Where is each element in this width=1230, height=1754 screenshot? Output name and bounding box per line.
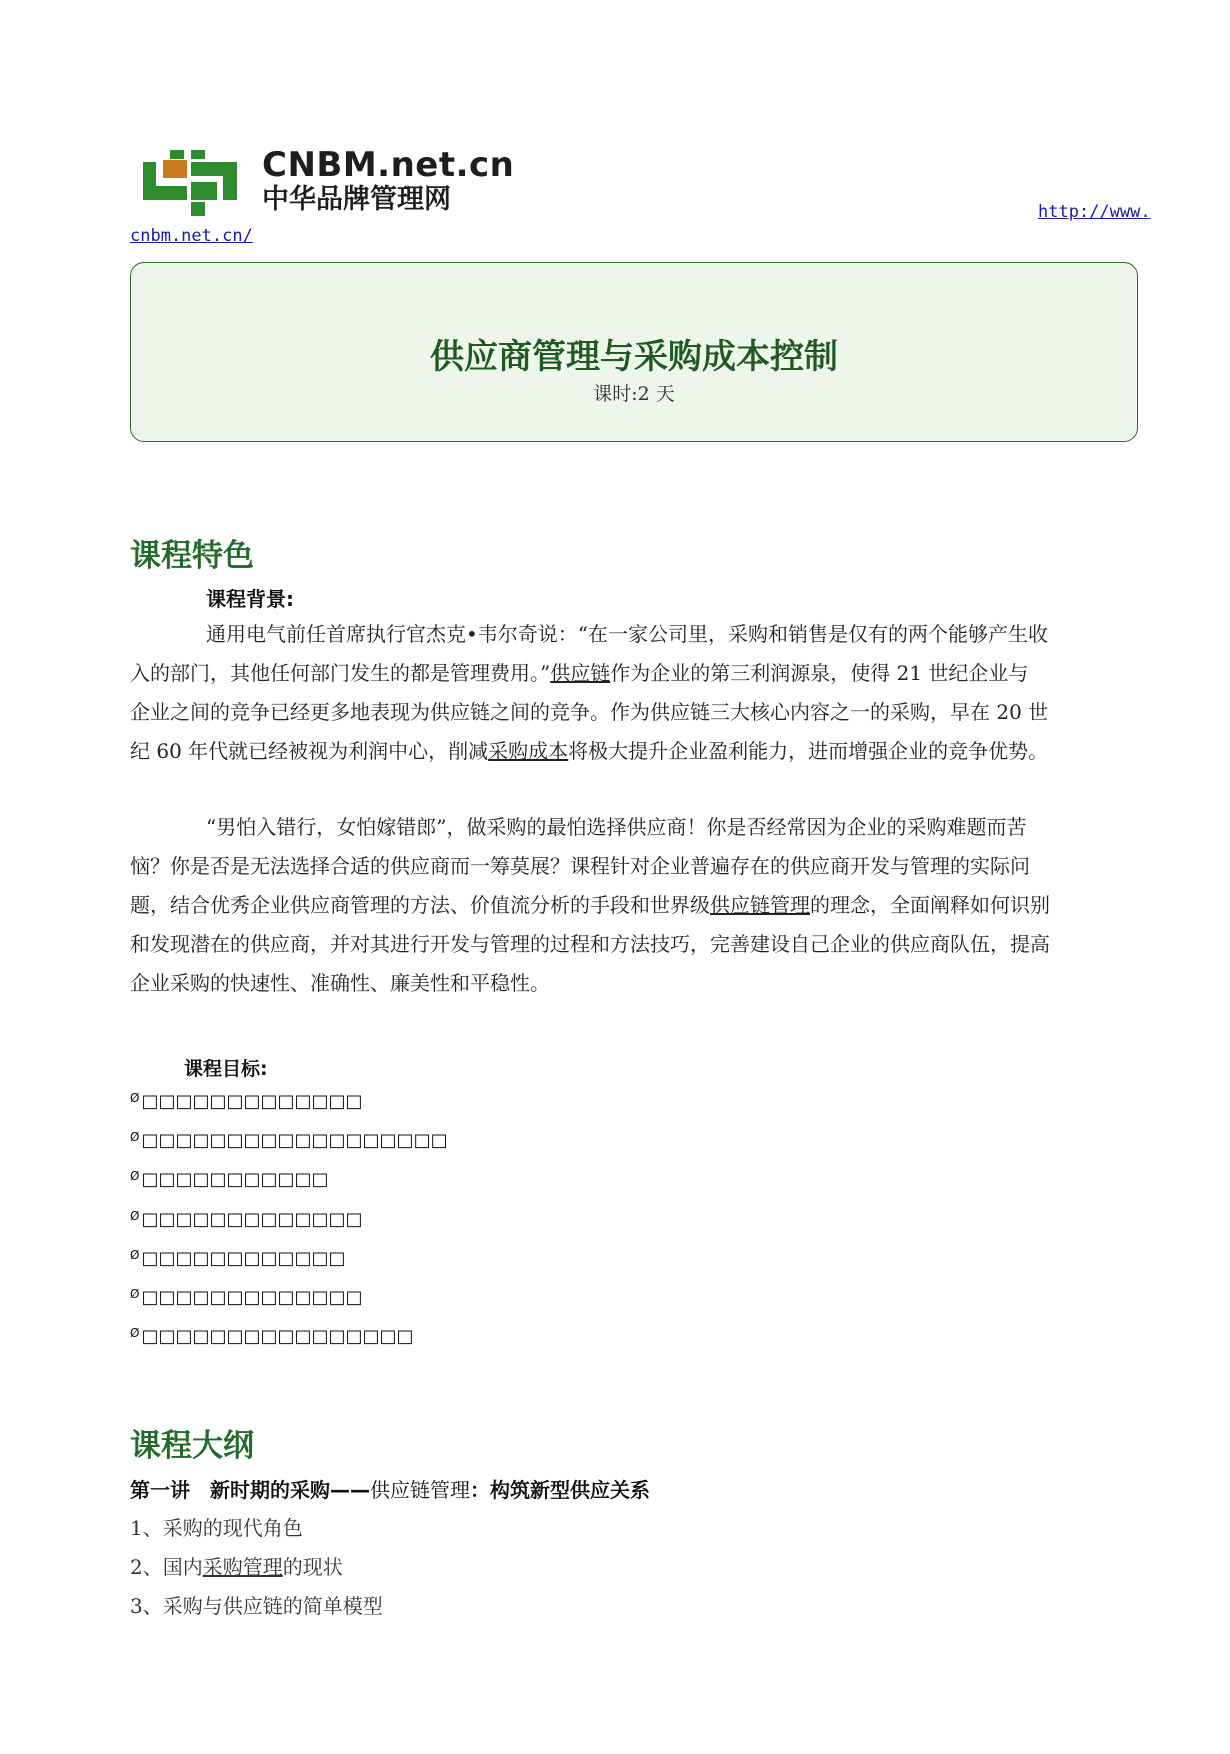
goal-text: □□□□□□□□□□□□□□□□ <box>141 1326 414 1347</box>
para1-line2 <box>130 654 1140 693</box>
section-heading-outline: 课程大纲 <box>130 1428 254 1464</box>
para1-line4-rest: 将极大提升企业盈利能力，进而增强企业的竞争优势。 <box>568 739 1049 763</box>
outline-item: 3、采购与供应链的简单模型 <box>130 1594 383 1618</box>
background-paragraph-2 <box>130 808 1140 1003</box>
goal-marker: Ø <box>130 1326 140 1340</box>
para2-line3 <box>130 886 1140 925</box>
cnbm-logo-icon <box>143 150 241 216</box>
goal-item <box>130 1287 363 1308</box>
goal-text: □□□□□□□□□□□□□ <box>141 1209 363 1230</box>
course-title: 供应商管理与采购成本控制 <box>430 337 838 377</box>
para2-line3-rest: 的理念，全面阐释如何识别 <box>810 893 1050 917</box>
para1-line2-rest: 作为企业的第三利润源泉，使得 21 世纪企业与 <box>610 661 1029 685</box>
background-label: 课程背景: <box>206 587 294 611</box>
goal-marker: Ø <box>130 1169 140 1183</box>
title-box <box>130 262 1138 442</box>
goal-item <box>130 1169 329 1190</box>
goal-item <box>130 1091 363 1112</box>
purchase-management-link[interactable]: 采购管理 <box>202 1555 283 1579</box>
logo-text-en: CNBM.net.cn <box>262 145 515 185</box>
goal-marker: Ø <box>130 1248 140 1262</box>
goals-label: 课程目标: <box>184 1058 268 1080</box>
para2-line3-text: 题，结合优秀企业供应商管理的方法、价值流分析的手段和世界级 <box>130 893 710 917</box>
supply-chain-link[interactable]: 供应链 <box>550 661 611 685</box>
goal-text: □□□□□□□□□□□□□□□□□□ <box>141 1130 448 1151</box>
para1-line1: 通用电气前任首席执行官杰克•韦尔奇说：“在一家公司里，采购和销售是仅有的两个能够产生收 <box>206 622 1049 646</box>
para1-line2-text: 入的部门，其他任何部门发生的都是管理费用。” <box>130 661 551 685</box>
outline-item <box>130 1551 343 1580</box>
background-paragraph-1 <box>130 615 1140 771</box>
logo-text-cn: 中华品牌管理网 <box>262 184 451 215</box>
goal-text: □□□□□□□□□□□□ <box>141 1248 346 1269</box>
goal-text: □□□□□□□□□□□□□ <box>141 1091 363 1112</box>
course-duration: 课时:2 天 <box>593 383 675 405</box>
goal-marker: Ø <box>130 1209 140 1223</box>
scm-link[interactable]: 供应链管理 <box>710 893 810 917</box>
para2-line2: 恼？你是否是无法选择合适的供应商而一筹莫展？课程针对企业普遍存在的供应商开发与管理的实际问 <box>130 854 1030 878</box>
goal-item <box>130 1209 363 1230</box>
goal-text: □□□□□□□□□□□□□ <box>141 1287 363 1308</box>
goal-marker: Ø <box>130 1130 140 1144</box>
outline-item-rest: 的现状 <box>282 1555 343 1579</box>
site-url-link-part2[interactable]: cnbm.net.cn/ <box>130 226 253 246</box>
lesson-1-topic: 供应链管理 <box>370 1478 470 1502</box>
section-heading-features: 课程特色 <box>130 538 254 574</box>
goal-item <box>130 1326 414 1347</box>
para1-line4-text: 纪 60 年代就已经被视为利润中心，削减 <box>130 739 489 763</box>
purchase-cost-link[interactable]: 采购成本 <box>488 739 569 763</box>
para2-line4: 和发现潜在的供应商，并对其进行开发与管理的过程和方法技巧，完善建设自己企业的供应商队伍，提高 <box>130 932 1050 956</box>
goal-item <box>130 1130 448 1151</box>
goal-text: □□□□□□□□□□□ <box>141 1169 329 1190</box>
outline-item-text: 2、国内 <box>130 1555 203 1579</box>
para1-line4 <box>130 732 1140 771</box>
lesson-1-title: 第一讲 新时期的采购—— <box>130 1478 370 1502</box>
para1-line3: 企业之间的竞争已经更多地表现为供应链之间的竞争。作为供应链三大核心内容之一的采购，早在 20 世 <box>130 700 1049 724</box>
para2-line5: 企业采购的快速性、准确性、廉美性和平稳性。 <box>130 971 550 995</box>
goal-marker: Ø <box>130 1091 140 1105</box>
lesson-1-subtitle: ：构筑新型供应关系 <box>470 1478 650 1502</box>
outline-item: 1、采购的现代角色 <box>130 1516 303 1540</box>
para2-line1: “男怕入错行，女怕嫁错郎”，做采购的最怕选择供应商！你是否经常因为企业的采购难题而苦 <box>206 815 1027 839</box>
site-url-link-part1[interactable]: http://www. <box>1038 202 1151 222</box>
goal-item <box>130 1248 346 1269</box>
lesson-1-heading <box>130 1474 650 1503</box>
goal-marker: Ø <box>130 1287 140 1301</box>
